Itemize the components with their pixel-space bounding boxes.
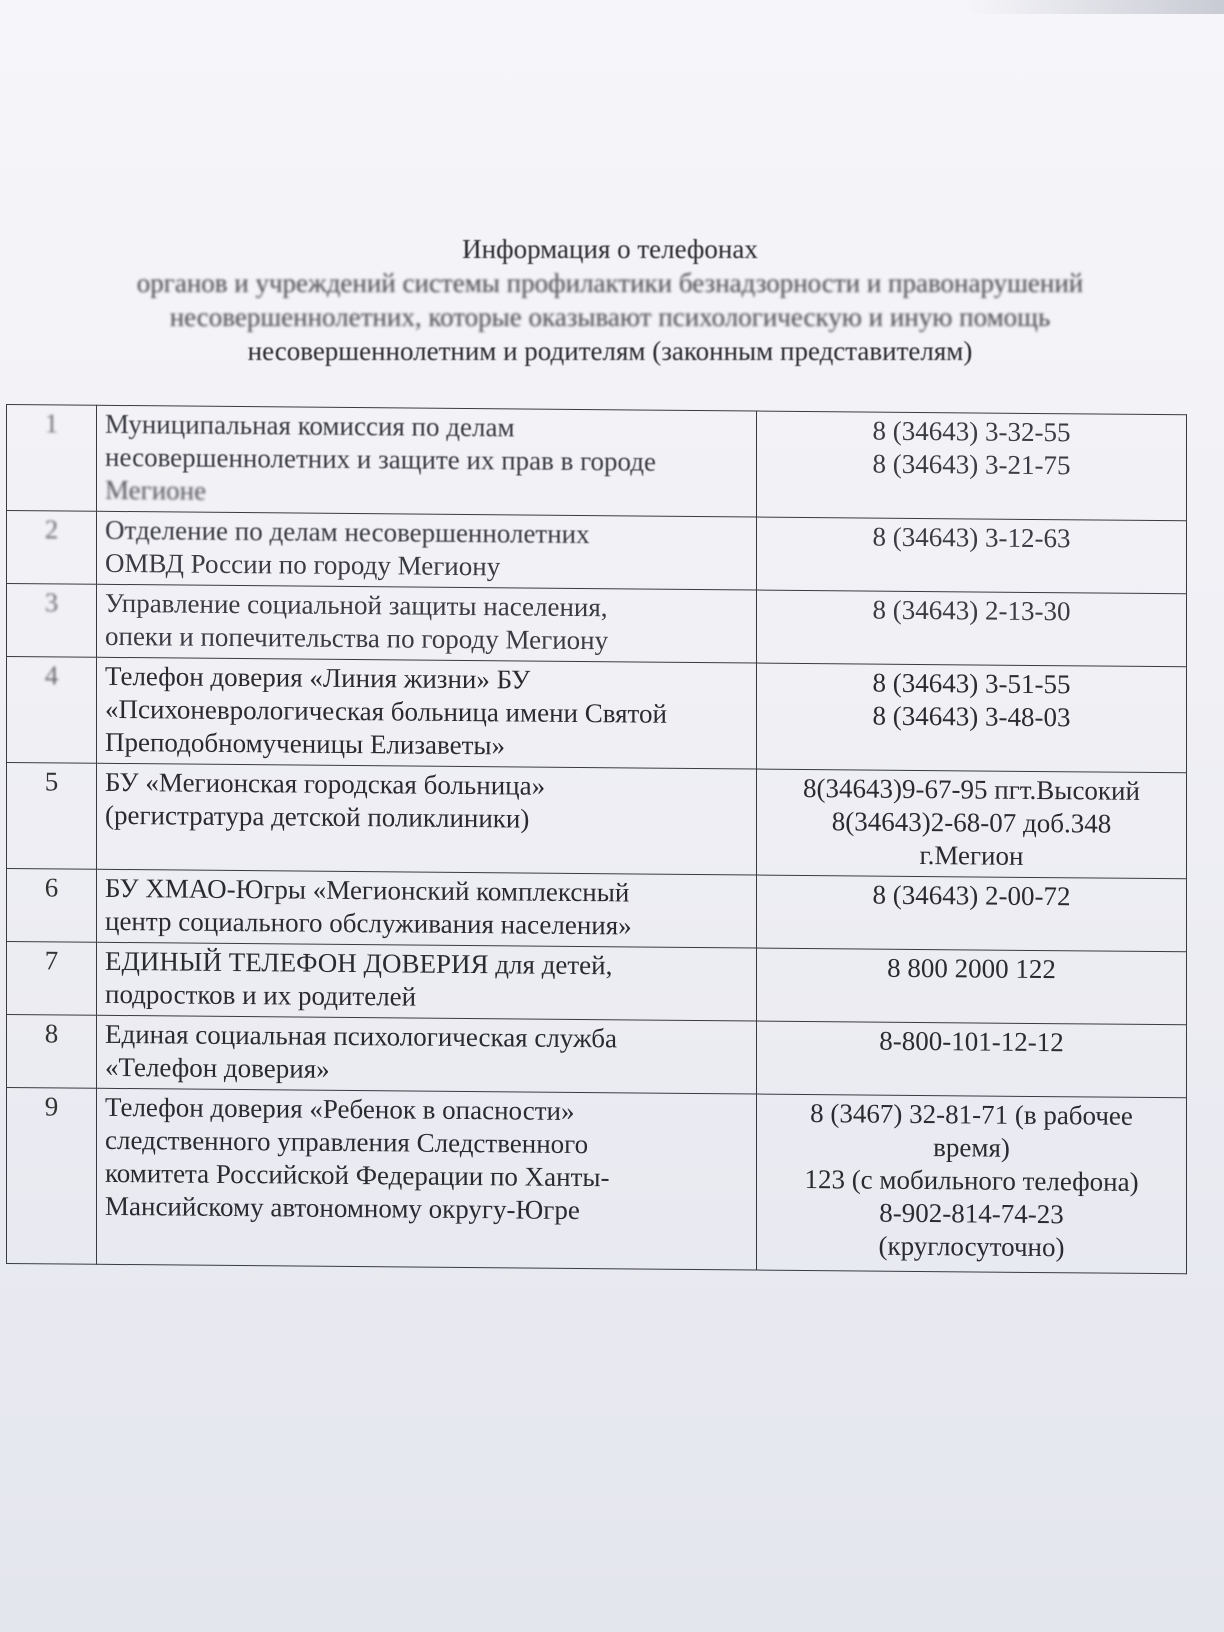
phone-line: 8 (34643) 3-32-55: [872, 415, 1071, 448]
organization-cell: [97, 942, 757, 1021]
row-number: 7: [7, 942, 97, 1016]
organization-line: БУ «Мегионская городская больница»: [105, 766, 546, 801]
phone-line: 8 (3467) 32-81-71 (в рабочее: [810, 1098, 1133, 1131]
organization-line: «Психоневрологическая больница имени Святой: [105, 693, 667, 729]
row-number: 2: [7, 511, 97, 585]
table-row: [7, 584, 1187, 667]
phone-cell: [757, 769, 1187, 879]
row-number: 9: [7, 1088, 97, 1265]
table-row: [7, 869, 1187, 952]
phone-line: 8-902-814-74-23: [879, 1197, 1064, 1230]
phone-line: 8 800 2000 122: [887, 952, 1056, 985]
organization-line: несовершеннолетних и защите их прав в городе: [105, 441, 656, 477]
heading-line-2: органов и учреждений системы профилактики безнадзорности и правонарушений: [136, 268, 1084, 298]
heading-line-1: Информация о телефонах: [462, 234, 758, 264]
table-row: [7, 942, 1187, 1025]
organization-cell: [97, 405, 757, 517]
organization-line: ЕДИНЫЙ ТЕЛЕФОН ДОВЕРИЯ для детей,: [105, 945, 613, 981]
document-heading: [60, 232, 1160, 368]
organization-line: опеки и попечительства по городу Мегиону: [105, 620, 609, 656]
organization-line: Преподобномученицы Елизаветы»: [105, 726, 506, 761]
phone-line: 8-800-101-12-12: [879, 1025, 1064, 1058]
organization-line: комитета Российской Федерации по Ханты-: [105, 1157, 610, 1193]
table-row: [7, 1088, 1187, 1274]
row-number: 6: [7, 869, 97, 943]
organization-cell: [97, 657, 757, 769]
organization-line: центр социального обслуживания населения»: [105, 905, 632, 941]
organization-line: Мегионе: [105, 474, 207, 506]
row-number: 4: [7, 657, 97, 764]
table-row: [7, 1015, 1187, 1098]
phones-table-wrapper: [6, 404, 1186, 1274]
phone-cell: [757, 663, 1187, 773]
phone-line: (круглосуточно): [878, 1230, 1065, 1263]
organization-line: ОМВД России по городу Мегиону: [105, 547, 501, 582]
table-row: [7, 763, 1187, 879]
table-row: [7, 657, 1187, 773]
organization-line: (регистратура детской поликлиники): [105, 799, 530, 834]
organization-cell: [97, 1088, 757, 1270]
row-number: 3: [7, 584, 97, 658]
phone-cell: [757, 1094, 1187, 1274]
phone-cell: [757, 517, 1187, 594]
phone-line: 8 (34643) 3-21-75: [872, 448, 1071, 481]
phone-cell: [757, 948, 1187, 1025]
table-row: [7, 405, 1187, 521]
phone-cell: [757, 590, 1187, 667]
organization-line: Отделение по делам несовершеннолетних: [105, 514, 590, 550]
row-number: 5: [7, 763, 97, 870]
heading-line-4: несовершеннолетним и родителям (законным представителям): [247, 336, 973, 366]
heading-line-3: несовершеннолетних, которые оказывают психологическую и иную помощь: [169, 302, 1051, 332]
phone-line: 8 (34643) 3-51-55: [872, 667, 1071, 700]
organization-cell: [97, 584, 757, 663]
phone-cell: [757, 875, 1187, 952]
phone-line: 8 (34643) 3-12-63: [872, 521, 1071, 554]
phone-cell: [757, 1021, 1187, 1098]
phones-table: [6, 404, 1187, 1274]
organization-line: Телефон доверия «Ребенок в опасности»: [105, 1091, 575, 1126]
organization-line: Муниципальная комиссия по делам: [105, 408, 515, 443]
table-row: [7, 511, 1187, 594]
page-edge-shadow: [964, 0, 1224, 14]
phone-line: 8 (34643) 2-13-30: [872, 594, 1071, 627]
organization-cell: [97, 1015, 757, 1094]
phone-line: г.Мегион: [919, 839, 1024, 871]
phone-line: 8 (34643) 3-48-03: [872, 700, 1071, 733]
organization-line: Управление социальной защиты населения,: [105, 587, 608, 623]
phone-line: 8 (34643) 2-00-72: [872, 879, 1071, 912]
organization-line: Единая социальная психологическая служба: [105, 1018, 617, 1054]
phone-line: время): [933, 1132, 1010, 1163]
phone-line: 8(34643)2-68-07 доб.348: [831, 806, 1112, 839]
organization-cell: [97, 869, 757, 948]
phone-line: 8(34643)9-67-95 пгт.Высокий: [803, 772, 1140, 806]
row-number: 8: [7, 1015, 97, 1089]
organization-line: Мансийскому автономному округу-Югре: [105, 1190, 580, 1226]
phone-cell: [757, 411, 1187, 521]
organization-line: «Телефон доверия»: [105, 1051, 330, 1084]
row-number: 1: [7, 405, 97, 512]
organization-cell: [97, 511, 757, 590]
organization-line: БУ ХМАО-Югры «Мегионский комплексный: [105, 872, 630, 908]
organization-line: Телефон доверия «Линия жизни» БУ: [105, 660, 531, 695]
organization-line: подростков и их родителей: [105, 978, 417, 1012]
organization-line: следственного управления Следственного: [105, 1124, 589, 1160]
organization-cell: [97, 763, 757, 875]
phone-line: 123 (с мобильного телефона): [804, 1163, 1139, 1197]
